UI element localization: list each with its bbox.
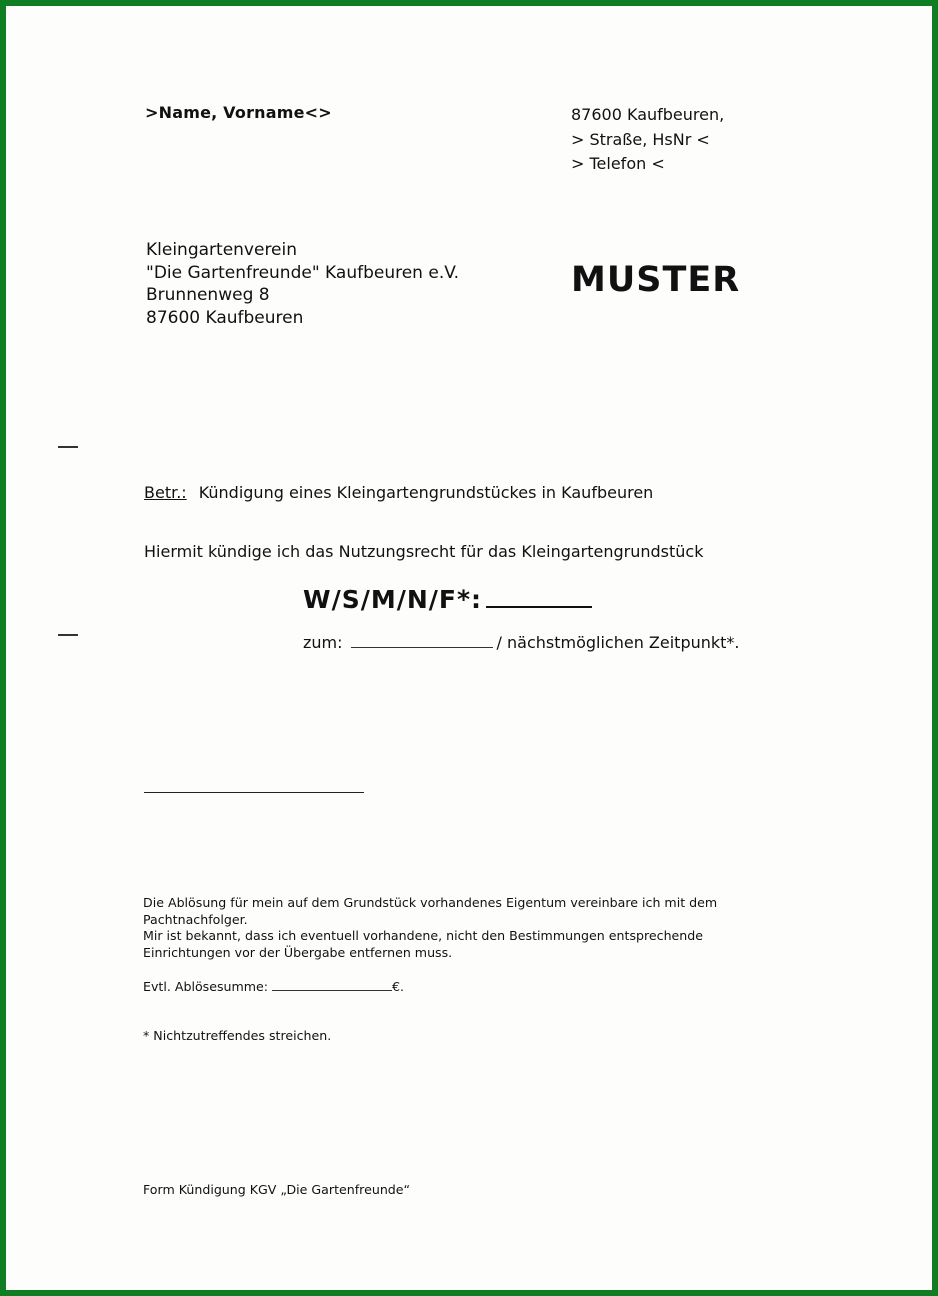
fine-print-line: Mir ist bekannt, dass ich eventuell vorhandene, nicht den Bestimmungen entsprechende bbox=[143, 928, 704, 943]
ablose-label: Evtl. Ablösesumme: bbox=[143, 979, 269, 994]
plot-label: W/S/M/N/F*: bbox=[303, 585, 483, 614]
subject-label: Betr.: bbox=[144, 483, 187, 502]
subject-text: Kündigung eines Kleingartengrundstückes in Kaufbeuren bbox=[198, 483, 654, 502]
document-page bbox=[7, 7, 931, 1289]
plot-field bbox=[303, 585, 592, 614]
date-fill-line bbox=[351, 635, 493, 648]
intro-text: Hiermit kündige ich das Nutzungsrecht für das Kleingartengrundstück bbox=[144, 542, 704, 561]
ablose-currency: €. bbox=[392, 979, 405, 994]
ablose-field bbox=[143, 979, 404, 994]
recipient-line: 87600 Kaufbeuren bbox=[146, 307, 304, 328]
form-footer: Form Kündigung KGV „Die Gartenfreunde“ bbox=[143, 1182, 411, 1197]
termination-date-field bbox=[303, 633, 740, 652]
until-suffix: / nächstmöglichen Zeitpunkt*. bbox=[496, 633, 740, 652]
muster-stamp: MUSTER bbox=[571, 260, 741, 300]
footnote: * Nichtzutreffendes streichen. bbox=[143, 1028, 332, 1043]
signature-line bbox=[144, 792, 364, 793]
fold-mark bbox=[58, 634, 78, 636]
fold-mark bbox=[58, 446, 78, 448]
fine-print-line: Pachtnachfolger. bbox=[143, 911, 248, 927]
sender-city: 87600 Kaufbeuren, bbox=[571, 105, 725, 124]
fine-print-line: Die Ablösung für mein auf dem Grundstück vorhandenes Eigentum vereinbare ich mit dem bbox=[143, 895, 718, 910]
recipient-address bbox=[146, 239, 459, 329]
sender-street-placeholder: > Straße, HsNr < bbox=[571, 130, 710, 149]
fine-print bbox=[143, 895, 717, 961]
plot-fill-line bbox=[486, 586, 592, 608]
subject-line bbox=[144, 483, 653, 502]
fine-print-line: Einrichtungen vor der Übergabe entfernen muss. bbox=[143, 944, 453, 960]
recipient-line: Kleingartenverein bbox=[146, 240, 298, 260]
until-label: zum: bbox=[303, 633, 343, 652]
recipient-line: Brunnenweg 8 bbox=[146, 285, 270, 305]
sender-phone-placeholder: > Telefon < bbox=[571, 154, 665, 173]
sender-name-placeholder: >Name, Vorname<> bbox=[145, 103, 332, 122]
ablose-fill-line bbox=[272, 980, 392, 991]
recipient-line: "Die Gartenfreunde" Kaufbeuren e.V. bbox=[146, 262, 460, 283]
